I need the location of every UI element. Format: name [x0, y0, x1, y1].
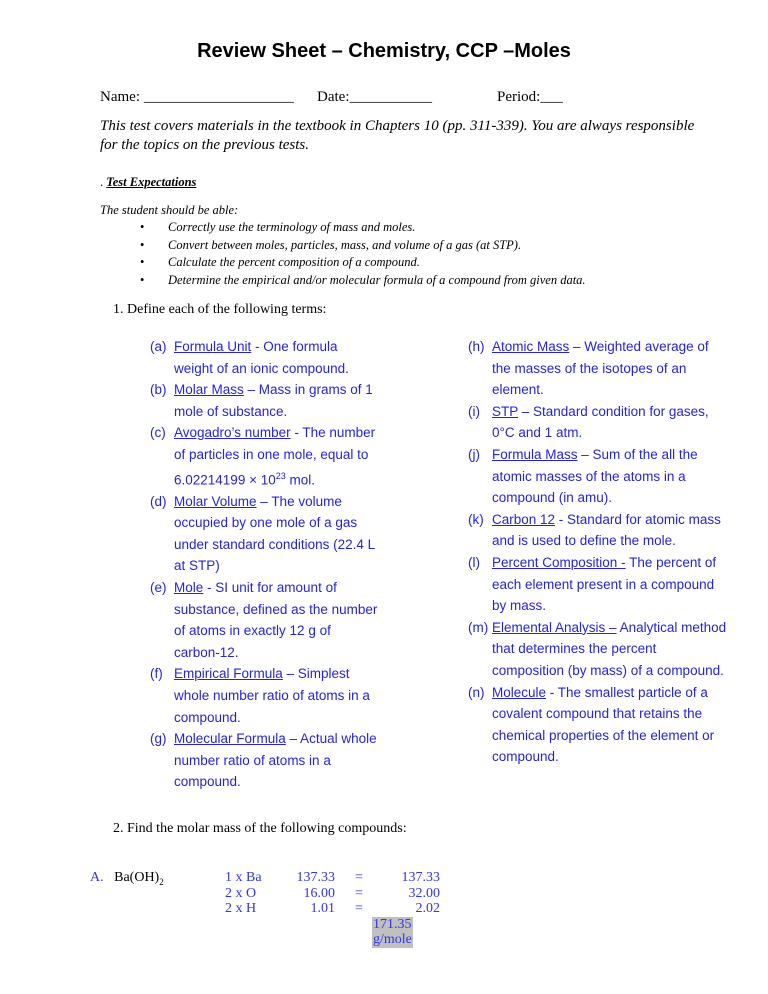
definition: - The number of particles in one mole, equal to 6.02214199 × 10	[174, 425, 376, 488]
term: Formula Unit	[174, 339, 252, 354]
calc-atom: 1 x Ba	[225, 870, 262, 885]
formula-subscript: 2	[159, 876, 164, 887]
molar-mass-result: 171.35 g/mole	[373, 916, 412, 947]
definitions-right	[468, 336, 730, 768]
definition-item	[150, 336, 380, 379]
item-label: (i)	[468, 403, 480, 419]
definitions-left	[150, 336, 380, 793]
item-label: (g)	[150, 731, 167, 747]
item-label: (h)	[468, 339, 485, 354]
definition: – Simplest whole number ratio of atoms in a compound.	[174, 666, 370, 725]
name-field: Name: ____________________	[100, 89, 294, 105]
period-field: Period:___	[497, 89, 563, 105]
item-label: (l)	[468, 554, 480, 570]
definition: - The smallest particle of a covalent compound that retains the chemical properties of the element or compound.	[492, 684, 715, 765]
calc-eq: =	[355, 870, 363, 885]
definition-item	[150, 379, 380, 422]
term: Carbon 12	[492, 511, 556, 527]
calc-total: 2.02	[415, 901, 440, 916]
definition: The percent of each element present in a compound by mass.	[492, 554, 717, 614]
definition-item	[468, 444, 730, 509]
definition-item	[150, 422, 380, 490]
item-label: A.	[90, 870, 104, 885]
definition: – Actual whole number ratio of atoms in a compound.	[174, 731, 377, 790]
term: Molecule	[492, 684, 547, 700]
term: Molecular Formula	[174, 731, 286, 747]
list-item: • Correctly use the terminology of mass and moles.	[140, 219, 586, 237]
intro-text: This test covers materials in the textbook in Chapters 10 (pp. 311-339). You are always responsible for the topics on the previous tests.	[100, 118, 695, 153]
term: Formula Mass	[492, 446, 578, 462]
definition: - SI unit for amount of substance, defined as the number of atoms in exactly 12 g of carbon-12.	[174, 580, 378, 660]
definition: – The volume occupied by one mole of a gas under standard conditions (22.4 L at STP)	[174, 493, 375, 574]
calc-total: 137.33	[401, 870, 440, 885]
compound-a	[90, 870, 164, 887]
expectations-list	[140, 219, 586, 289]
compound-formula: Ba(OH)	[114, 870, 160, 885]
definition: – Weighted average of the masses of the isotopes of an element.	[492, 339, 709, 398]
exponent: 23	[275, 470, 286, 481]
item-label: (n)	[468, 684, 485, 700]
page-title: Review Sheet – Chemistry, CCP –Moles	[197, 40, 571, 62]
term: Atomic Mass	[492, 339, 570, 354]
term: Elemental Analysis –	[492, 619, 617, 635]
item-label: (m)	[468, 619, 489, 635]
item-label: (a)	[150, 339, 167, 354]
definition-item	[150, 663, 380, 728]
definition-item	[468, 682, 730, 768]
question-1-prompt: 1. Define each of the following terms:	[113, 302, 327, 317]
calc-eq: =	[355, 885, 363, 901]
definition: – Standard condition for gases, 0°C and 1 atm.	[492, 403, 709, 441]
term: Percent Composition -	[492, 554, 626, 570]
list-item: • Determine the empirical and/or molecular formula of a compound from given data.	[140, 272, 586, 290]
definition: Analytical method that determines the percent composition (by mass) of a compound.	[492, 619, 727, 678]
definition: – Sum of the all the atomic masses of the atoms in a compound (in amu).	[492, 446, 698, 506]
question-2-prompt: 2. Find the molar mass of the following compounds:	[113, 821, 407, 836]
calc-mass: 16.00	[303, 885, 335, 901]
definition-tail: mol.	[285, 472, 316, 488]
term: Molar Mass	[174, 382, 244, 398]
definition: – Mass in grams of 1 mole of substance.	[174, 382, 373, 419]
definition-item	[468, 617, 730, 682]
expectations-heading	[100, 175, 196, 190]
list-item: • Convert between moles, particles, mass, and volume of a gas (at STP).	[140, 237, 586, 255]
definition-item	[468, 336, 730, 401]
date-field: Date:___________	[317, 89, 432, 105]
definition-item	[150, 577, 380, 663]
term: Mole	[174, 580, 204, 596]
calc-mass: 137.33	[296, 870, 335, 885]
item-label: (j)	[468, 446, 480, 462]
calc-eq: =	[355, 901, 363, 916]
term: Molar Volume	[174, 493, 257, 509]
heading-prefix: .	[100, 175, 107, 189]
item-label: (d)	[150, 493, 167, 509]
term: Avogadro’s number	[174, 425, 291, 441]
definition-item	[468, 401, 730, 444]
calc-mass: 1.01	[310, 901, 335, 916]
item-label: (f)	[150, 666, 163, 682]
term: STP	[492, 403, 519, 419]
calc-atom: 2 x O	[225, 885, 257, 901]
item-label: (k)	[468, 511, 484, 527]
term: Empirical Formula	[174, 666, 283, 682]
definition-item	[150, 491, 380, 577]
definition-item	[468, 509, 730, 552]
definition: - Standard for atomic mass and is used to define the mole.	[492, 511, 721, 549]
definition-item	[150, 728, 380, 793]
calc-total: 32.00	[408, 885, 440, 901]
list-item: • Calculate the percent composition of a compound.	[140, 254, 586, 272]
item-label: (e)	[150, 580, 167, 596]
calc-atom: 2 x H	[225, 901, 257, 916]
expectations-lead: The student should be able:	[100, 203, 239, 217]
definition: - One formula weight of an ionic compound.	[174, 339, 349, 376]
definition-item	[468, 552, 730, 617]
heading-text: Test Expectations	[106, 175, 197, 189]
item-label: (c)	[150, 425, 166, 441]
item-label: (b)	[150, 382, 167, 398]
